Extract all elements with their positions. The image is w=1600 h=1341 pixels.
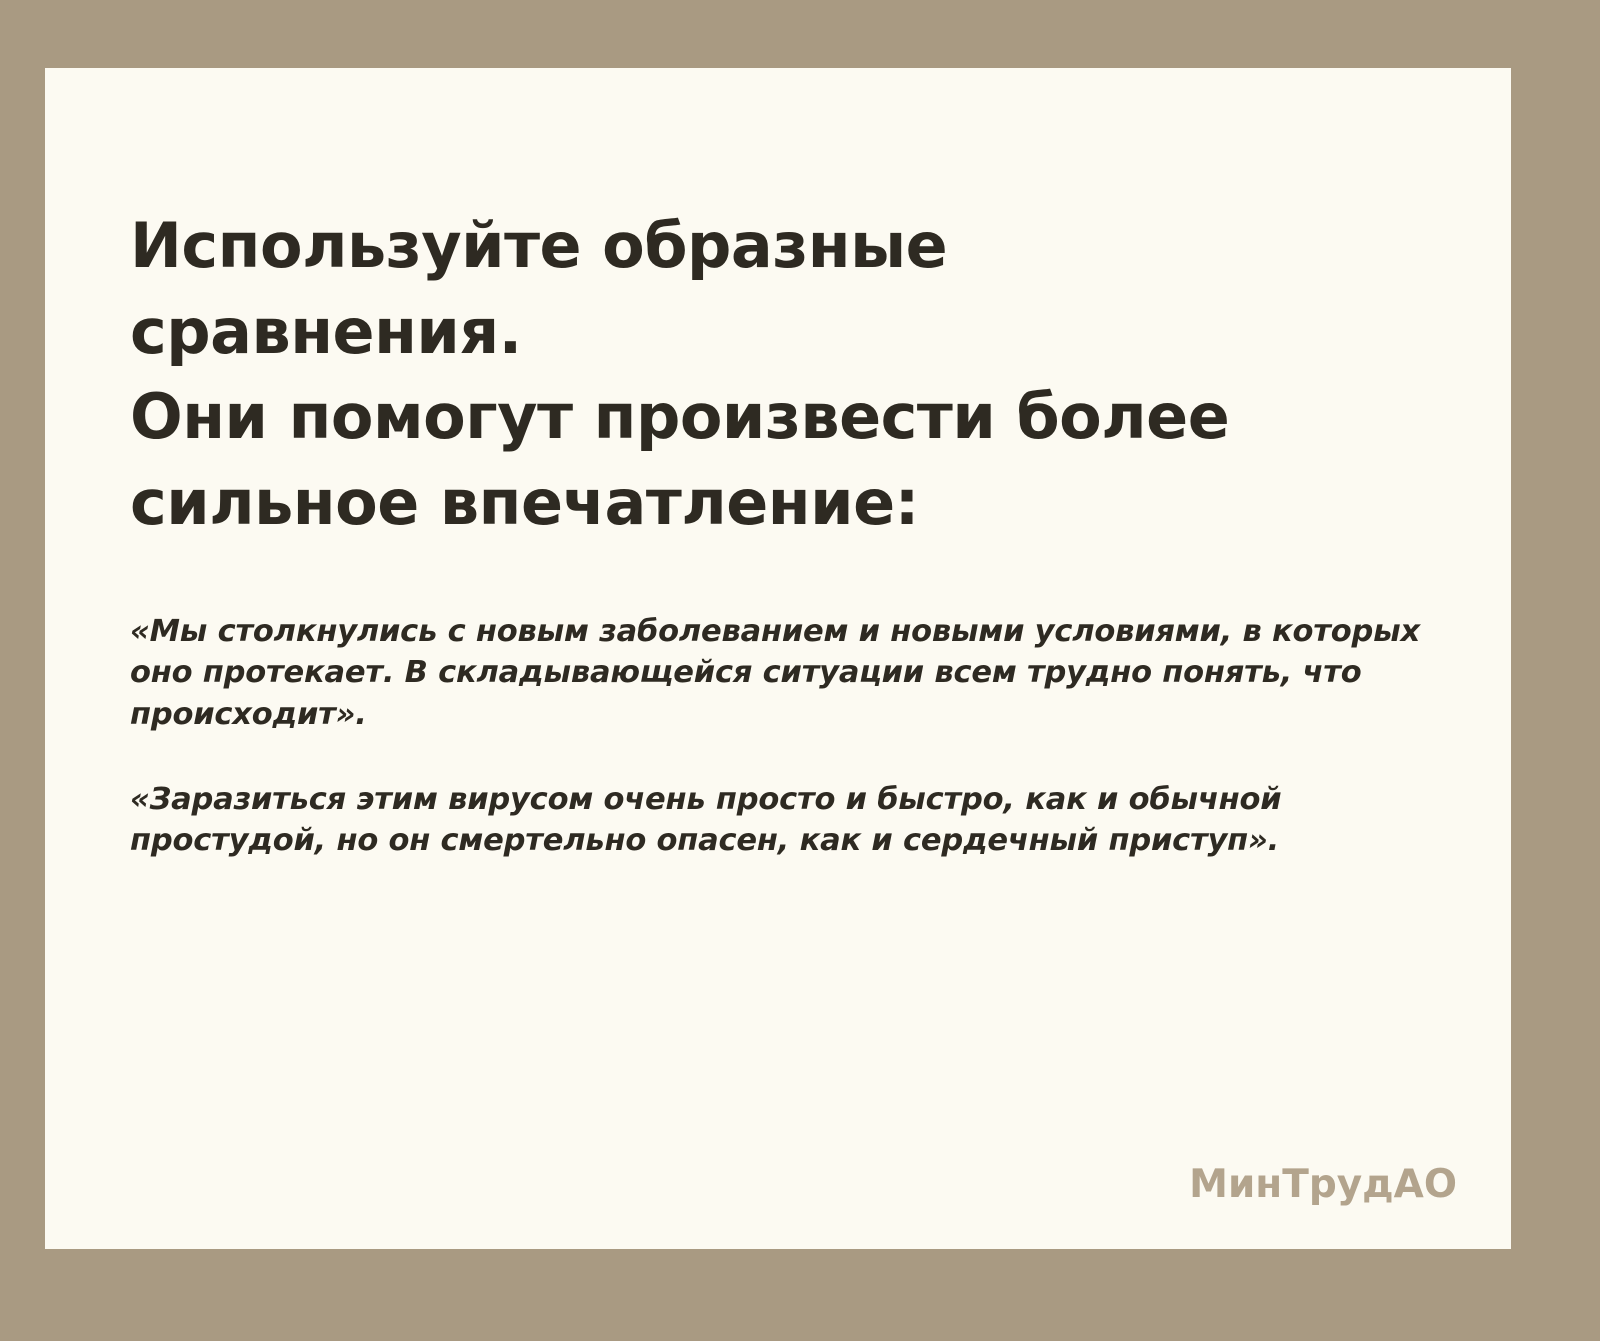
page-title: [130, 203, 1430, 545]
brand-logo: МинТрудАО: [1189, 1162, 1457, 1207]
quote-item: «Мы столкнулись с новым заболеванием и новыми условиями, в которых оно протекает. В складывающейся ситуации всем трудно понять, что происходит».: [130, 614, 1420, 732]
headline-line-1: Используйте образные: [130, 209, 948, 282]
headline-line-3: Они помогут произвести более: [130, 380, 1230, 454]
slide-card: [45, 68, 1511, 1249]
quote-item: «Заразиться этим вирусом очень просто и быстро, как и обычной простудой, но он смертельно опасен, как и сердечный приступ».: [130, 781, 1282, 858]
slide-content: [130, 203, 1430, 861]
headline-line-4: сильное впечатление:: [130, 465, 919, 539]
headline-line-2: сравнения.: [130, 294, 522, 368]
quote-list: [130, 611, 1430, 861]
